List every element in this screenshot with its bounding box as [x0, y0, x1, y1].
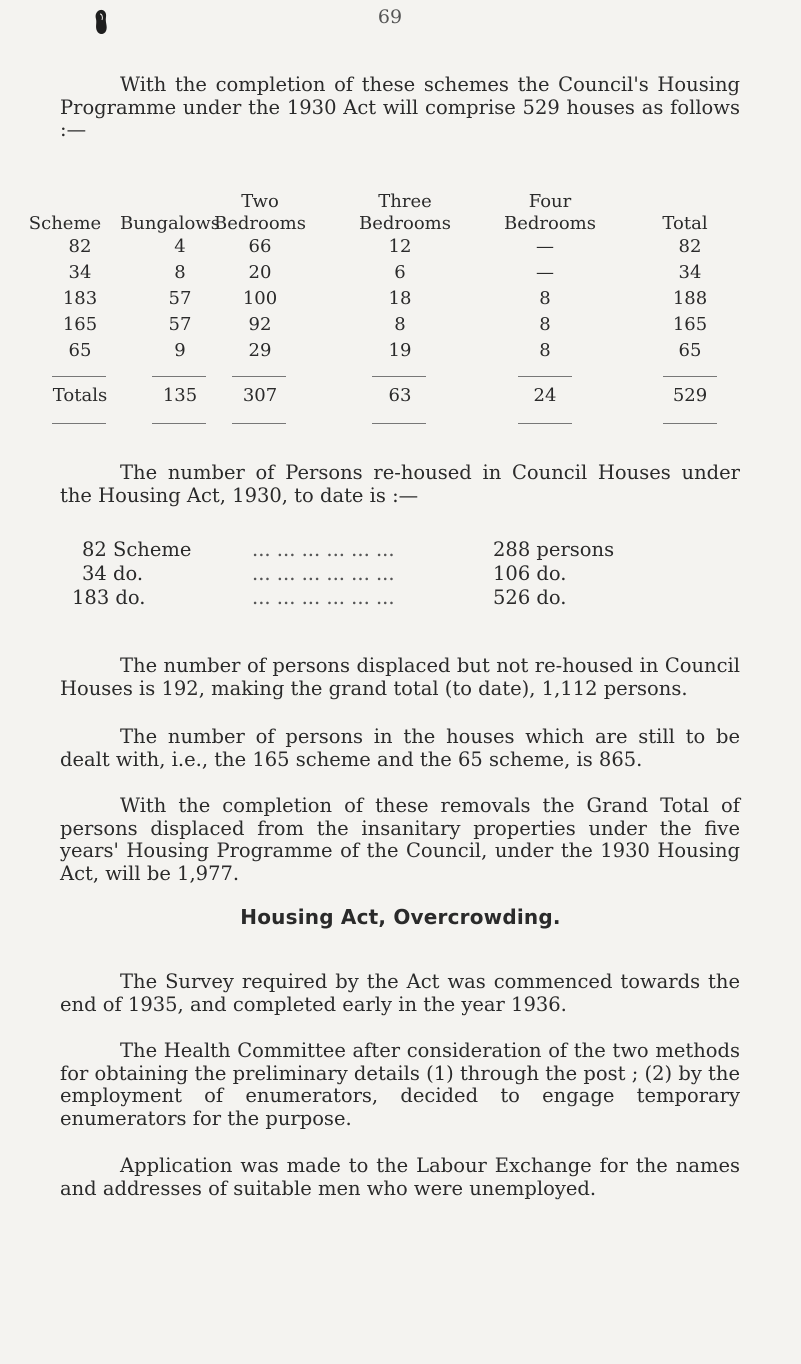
table-rule	[232, 423, 286, 424]
cell-r1-scheme: 82	[68, 236, 92, 257]
cell-r3-bungalows: 57	[168, 288, 192, 309]
total-total: 529	[672, 385, 708, 406]
list-leader: ... ... ... ... ... ...	[252, 586, 395, 609]
cell-r3-scheme: 183	[62, 288, 98, 309]
table-rule	[152, 376, 206, 377]
cell-r3-three: 18	[388, 288, 412, 309]
table-rule	[518, 376, 572, 377]
cell-r5-scheme: 65	[68, 340, 92, 361]
cell-r1-bungalows: 4	[174, 236, 186, 257]
displaced-text: The number of persons displaced but not re-housed in Council Houses is 192, making the grand total (to date), 1,112 persons.	[60, 654, 740, 700]
cell-r4-scheme: 165	[62, 314, 98, 335]
list-value: 106 do.	[493, 562, 567, 585]
table-rule	[518, 423, 572, 424]
list-scheme: 34 do.	[82, 562, 144, 585]
totals-label: Totals	[52, 385, 108, 406]
list-leader: ... ... ... ... ... ...	[252, 538, 395, 561]
header-three-top: Three	[378, 191, 432, 212]
remaining-paragraph	[60, 726, 740, 771]
survey-paragraph	[60, 971, 740, 1016]
displaced-paragraph	[60, 655, 740, 700]
list-item	[0, 538, 801, 562]
header-four-bottom: Bedrooms	[504, 213, 596, 234]
page-number: 69	[377, 6, 403, 28]
cell-r2-four: —	[536, 262, 554, 283]
header-four-top: Four	[528, 191, 572, 212]
table-rule	[372, 423, 426, 424]
list-leader: ... ... ... ... ... ...	[252, 562, 395, 585]
list-scheme: 82 Scheme	[82, 538, 192, 561]
cell-r2-three: 6	[394, 262, 406, 283]
total-three: 63	[388, 385, 412, 406]
header-bungalows: Bungalows	[120, 213, 220, 234]
cell-r1-four: —	[536, 236, 554, 257]
cell-r2-bungalows: 8	[174, 262, 186, 283]
table-rule	[663, 423, 717, 424]
cell-r4-two: 92	[248, 314, 272, 335]
list-value: 526 do.	[493, 586, 567, 609]
cell-r3-four: 8	[539, 288, 551, 309]
list-item	[0, 562, 801, 586]
cell-r5-bungalows: 9	[174, 340, 186, 361]
labour-paragraph	[60, 1155, 740, 1200]
labour-text: Application was made to the Labour Exchange for the names and addresses of suitable men who were unemployed.	[60, 1154, 740, 1200]
header-three-bottom: Bedrooms	[359, 213, 451, 234]
remaining-text: The number of persons in the houses which are still to be dealt with, i.e., the 165 scheme and the 65 scheme, is 865.	[60, 725, 740, 771]
cell-r2-scheme: 34	[68, 262, 92, 283]
cell-r4-four: 8	[539, 314, 551, 335]
header-scheme: Scheme	[28, 213, 102, 234]
list-scheme: 183 do.	[72, 586, 146, 609]
cell-r4-bungalows: 57	[168, 314, 192, 335]
list-value: 288 persons	[493, 538, 615, 561]
cell-r5-three: 19	[388, 340, 412, 361]
table-rule	[232, 376, 286, 377]
total-two: 307	[242, 385, 278, 406]
cell-r2-total: 34	[678, 262, 702, 283]
cell-r1-three: 12	[388, 236, 412, 257]
header-two-top: Two	[241, 191, 279, 212]
section-heading: Housing Act, Overcrowding.	[240, 905, 561, 929]
cell-r4-three: 8	[394, 314, 406, 335]
ink-blot-mark	[93, 8, 109, 36]
cell-r5-total: 65	[678, 340, 702, 361]
cell-r3-two: 100	[242, 288, 278, 309]
grand-total-text: With the completion of these removals the Grand Total of persons displaced from the insanitary properties under the five years' Housing Programme of the Council, under the 1930 Housing Act, will be 1,977.	[60, 794, 740, 885]
cell-r1-two: 66	[248, 236, 272, 257]
cell-r5-two: 29	[248, 340, 272, 361]
rehoused-intro-paragraph	[60, 462, 740, 507]
intro-paragraph	[60, 74, 740, 142]
cell-r5-four: 8	[539, 340, 551, 361]
table-rule	[52, 376, 106, 377]
intro-text: With the completion of these schemes the Council's Housing Programme under the 1930 Act will comprise 529 houses as follows :—	[60, 73, 740, 141]
total-four: 24	[533, 385, 557, 406]
cell-r2-two: 20	[248, 262, 272, 283]
cell-r4-total: 165	[672, 314, 708, 335]
cell-r1-total: 82	[678, 236, 702, 257]
table-rule	[52, 423, 106, 424]
table-rule	[152, 423, 206, 424]
header-two-bottom: Bedrooms	[214, 213, 306, 234]
cell-r3-total: 188	[672, 288, 708, 309]
grand-total-paragraph	[60, 795, 740, 885]
list-item	[0, 586, 801, 610]
total-bungalows: 135	[162, 385, 198, 406]
committee-paragraph	[60, 1040, 740, 1130]
survey-text: The Survey required by the Act was commenced towards the end of 1935, and completed early in the year 1936.	[60, 970, 740, 1016]
rehoused-intro-text: The number of Persons re-housed in Council Houses under the Housing Act, 1930, to date is :—	[60, 461, 740, 507]
table-rule	[372, 376, 426, 377]
header-total: Total	[662, 213, 708, 234]
committee-text: The Health Committee after consideration of the two methods for obtaining the preliminary details (1) through the post ; (2) by the employment of enumerators, decided to engage temporary enumerators for the purpose.	[60, 1039, 740, 1130]
table-rule	[663, 376, 717, 377]
